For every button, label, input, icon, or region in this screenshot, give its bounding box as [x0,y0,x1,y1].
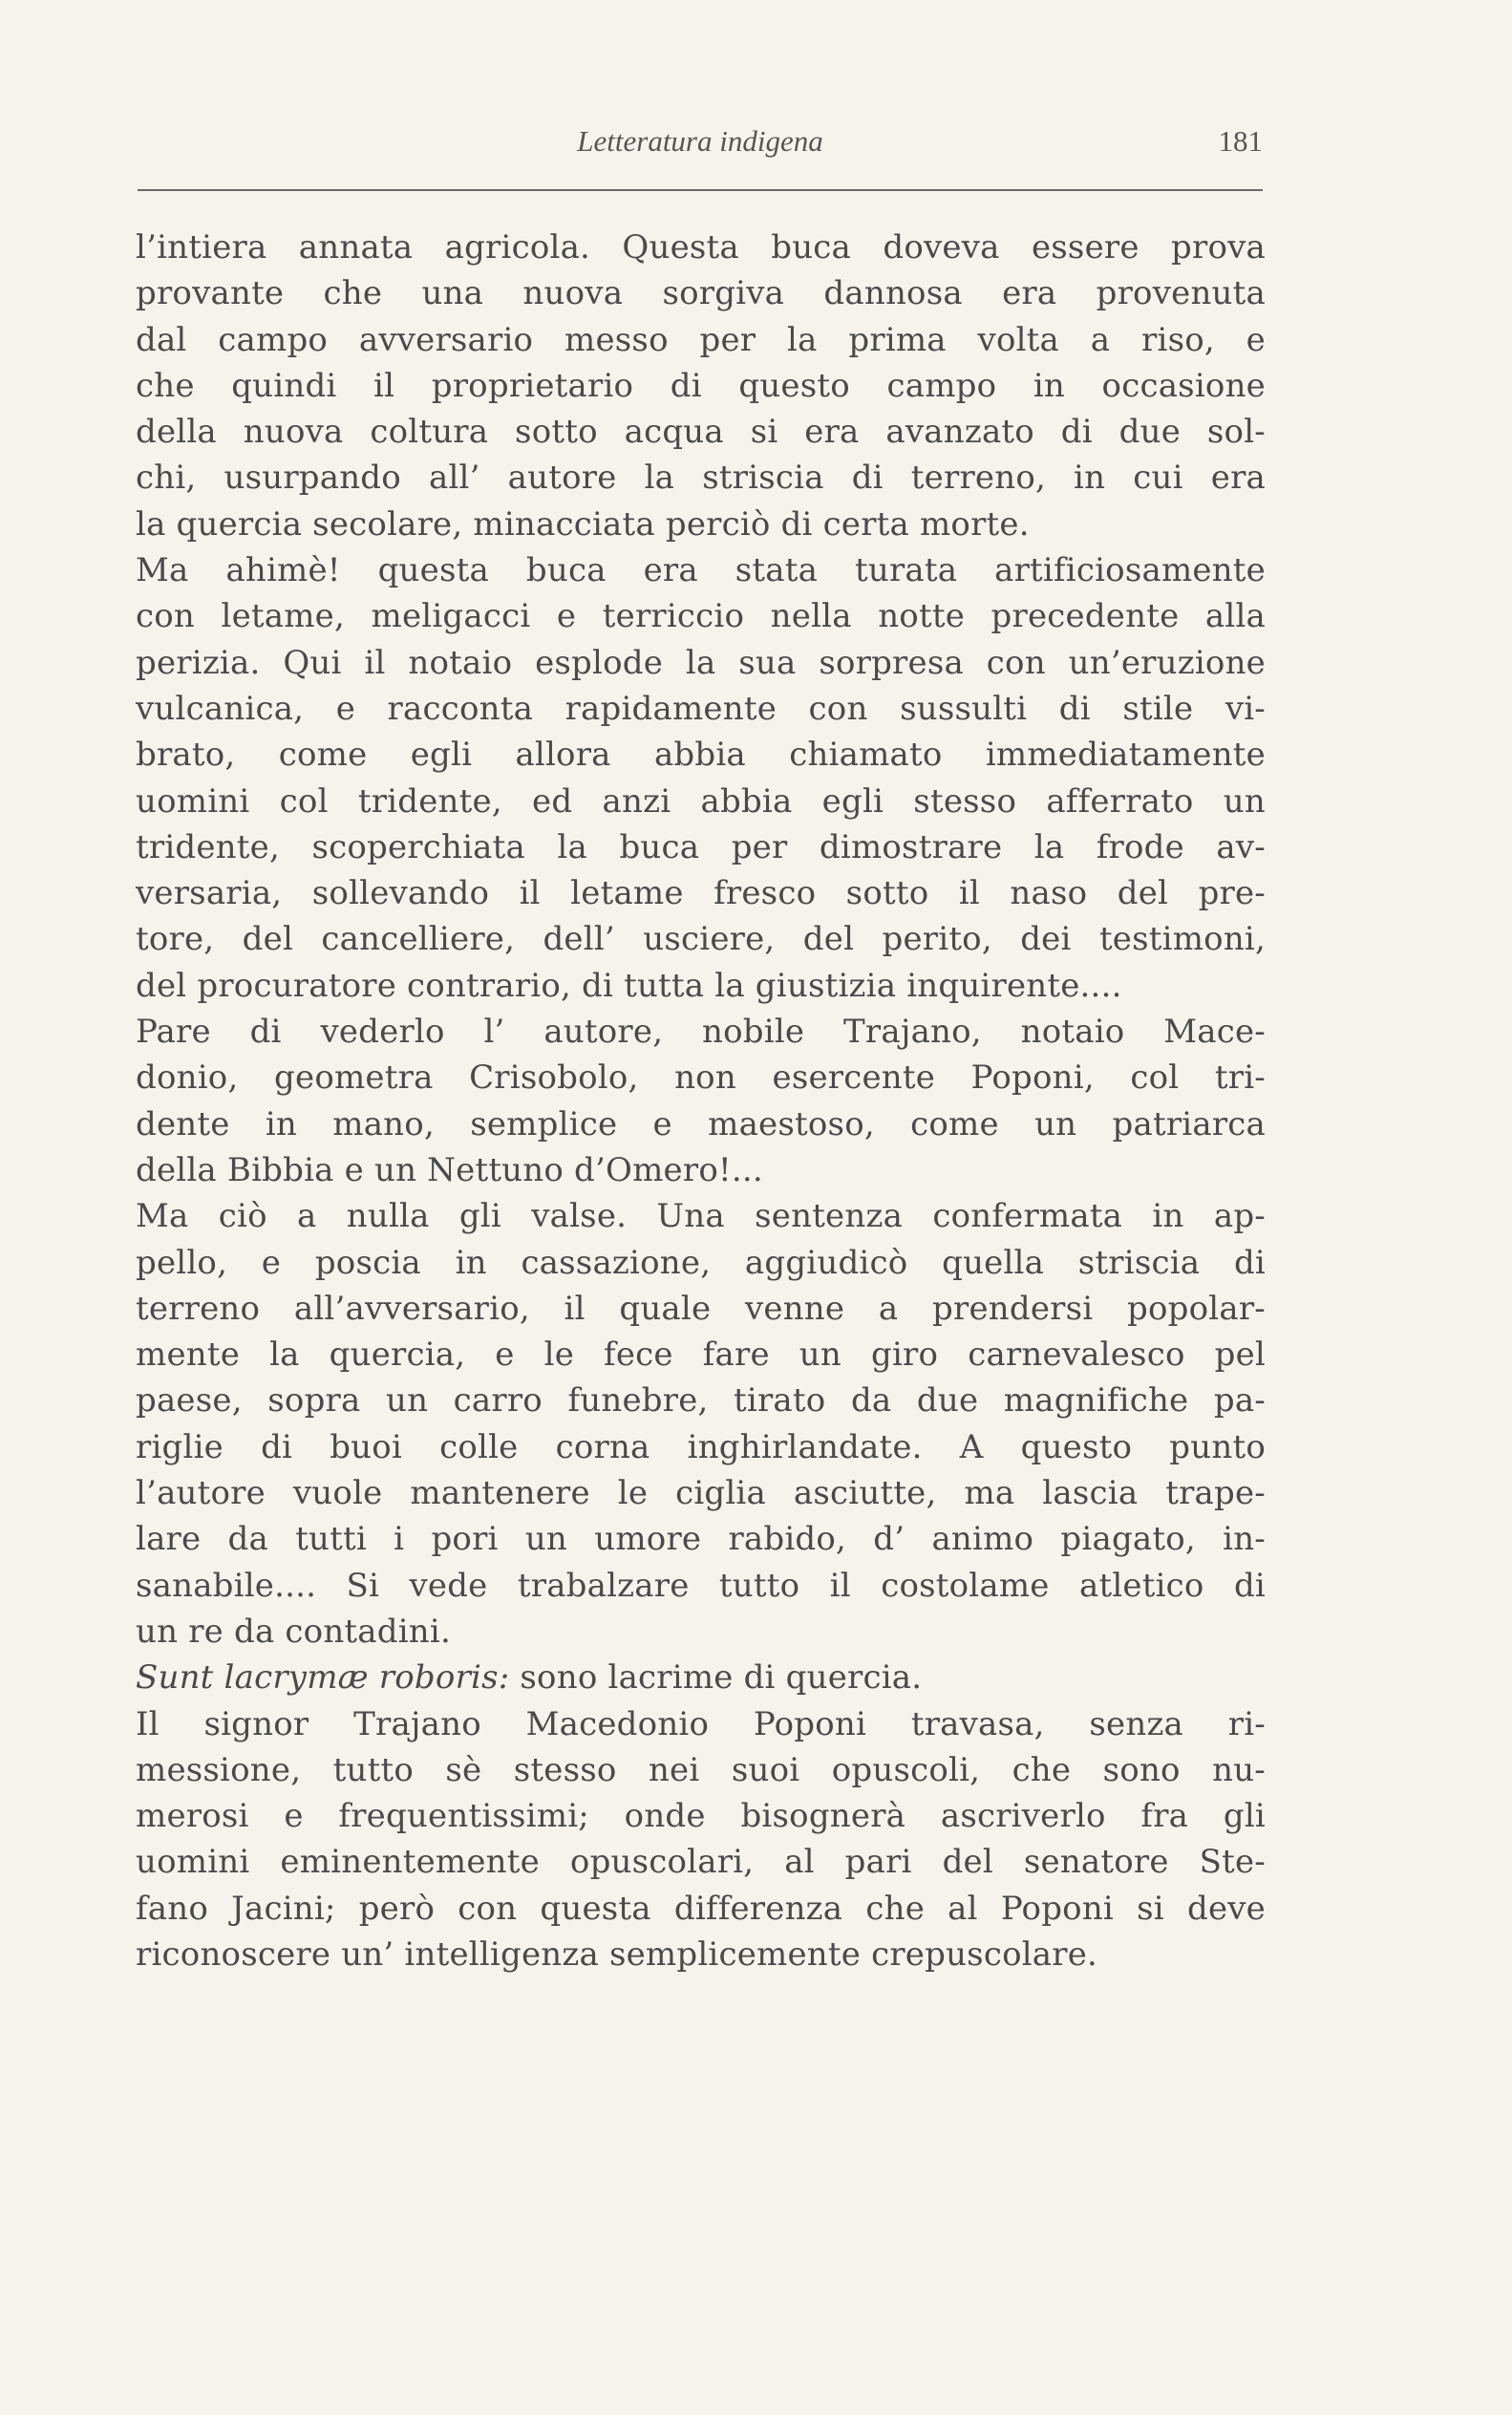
page-number: 181 [1218,124,1263,158]
text-line: Ma ahimè! questa buca era stata turata artificiosamente [136,551,1266,590]
quote-translation: sono lacrime di quercia. [509,1658,923,1698]
text-line: Pare di vederlo l’ autore, nobile Trajano, notaio Mace- [136,1013,1266,1052]
text-line: un re da contadini. [136,1612,451,1651]
text-line: con letame, meligacci e terriccio nella notte precedente alla [136,597,1266,636]
text-line: l’intiera annata agricola. Questa buca doveva essere prova [136,228,1266,267]
running-title: Letteratura indigena [577,124,823,158]
text-line: uomini col tridente, ed anzi abbia egli stesso afferrato un [136,781,1266,821]
text-line: tridente, scoperchiata la buca per dimostrare la frode av- [136,827,1266,866]
text-line: tore, del cancelliere, dell’ usciere, del perito, dei testimoni, [136,920,1266,959]
text-line: provante che una nuova sorgiva dannosa era provenuta [136,274,1266,313]
text-line: Il signor Trajano Macedonio Poponi travasa, senza ri- [136,1704,1266,1743]
text-line: della nuova coltura sotto acqua si era avanzato di due sol- [136,413,1266,452]
text-line: uomini eminentemente opuscolari, al pari del senatore Ste- [136,1843,1266,1882]
text-line: versaria, sollevando il letame fresco sotto il naso del pre- [136,874,1266,913]
text-line: riconoscere un’ intelligenza semplicemente crepuscolare. [136,1934,1098,1974]
text-line: messione, tutto sè stesso nei suoi opuscoli, che sono nu- [136,1750,1266,1789]
text-line: paese, sopra un carro funebre, tirato da due magnifiche pa- [136,1381,1266,1421]
latin-quote: Sunt lacrymæ roboris: [136,1658,510,1698]
text-line: della Bibbia e un Nettuno d’Omero!... [136,1150,763,1189]
text-line: fano Jacini; però con questa differenza che al Poponi si deve [136,1889,1266,1928]
body-text [136,224,1266,1977]
text-line: l’autore vuole mantenere le ciglia asciutte, ma lascia trape- [136,1474,1266,1513]
text-line: dente in mano, semplice e maestoso, come un patriarca [136,1104,1266,1143]
text-line: mente la quercia, e le fece fare un giro carnevalesco pel [136,1336,1266,1375]
text-line [136,1655,1266,1700]
text-line: dal campo avversario messo per la prima volta a riso, e [136,320,1266,359]
text-line: sanabile.... Si vede trabalzare tutto il costolame atletico di [136,1566,1266,1605]
text-line: del procuratore contrario, di tutta la giustizia inquirente.... [136,966,1122,1005]
text-line: la quercia secolare, minacciata perciò di certa morte. [136,504,1030,544]
text-line: brato, come egli allora abbia chiamato immediatamente [136,736,1266,775]
text-line: pello, e poscia in cassazione, aggiudicò quella striscia di [136,1243,1266,1282]
text-line: che quindi il proprietario di questo campo in occasione [136,366,1266,405]
running-head [138,120,1263,162]
header-rule [138,189,1263,191]
text-line: donio, geometra Crisobolo, non esercente Poponi, col tri- [136,1058,1266,1098]
text-line: perizia. Qui il notaio esplode la sua sorpresa con un’eruzione [136,643,1266,682]
text-line: terreno all’avversario, il quale venne a prendersi popolar- [136,1289,1266,1328]
text-line: vulcanica, e racconta rapidamente con sussulti di stile vi- [136,689,1266,728]
text-line: lare da tutti i pori un umore rabido, d’ animo piagato, in- [136,1520,1266,1559]
text-line: merosi e frequentissimi; onde bisognerà ascriverlo fra gli [136,1797,1266,1836]
text-line: riglie di buoi colle corna inghirlandate. A questo punto [136,1427,1266,1466]
text-line: Ma ciò a nulla gli valse. Una sentenza confermata in ap- [136,1197,1266,1236]
text-line: chi, usurpando all’ autore la striscia di terreno, in cui era [136,459,1266,498]
